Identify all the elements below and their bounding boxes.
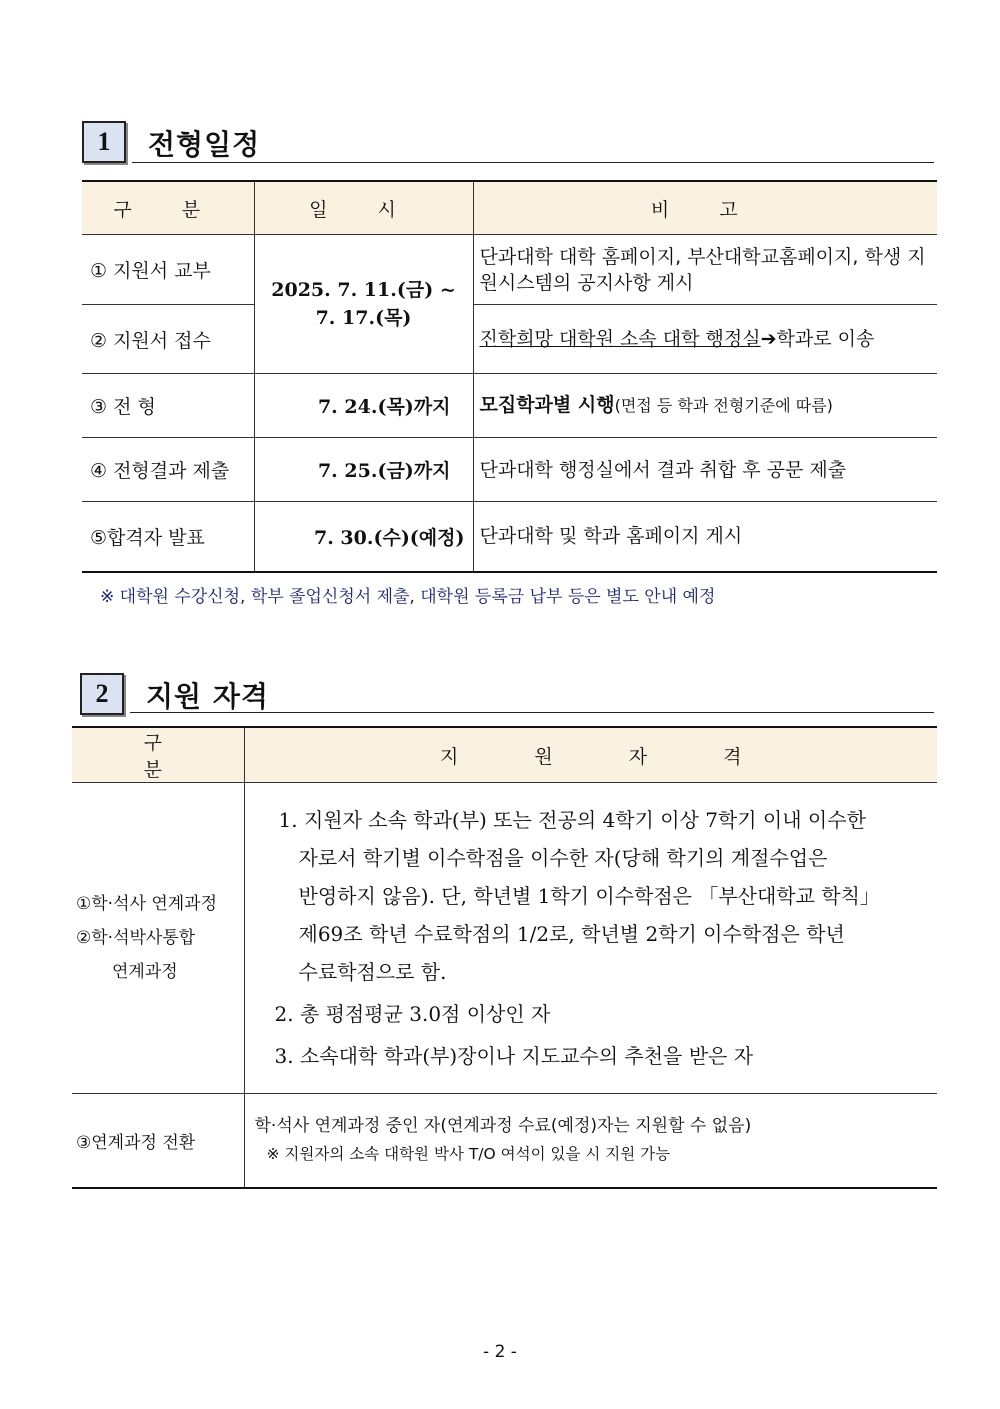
qualification-line: 학·석사 연계과정 중인 자(연계과정 수료(예정)자는 지원할 수 없음) [254, 1116, 752, 1137]
row-label-line: ②학·석박사통합 [76, 928, 196, 948]
qualification-cell [244, 1094, 937, 1188]
column-header: 구 분 [72, 727, 244, 783]
row-label-line: ①학·석사 연계과정 [76, 894, 218, 914]
note-underlined-text: 진학희망 대학원 소속 대학 행정실 [479, 328, 761, 350]
qualification-line: 자로서 학기별 이수학점을 이수한 자(당해 학기의 계절수업은 [298, 846, 828, 870]
note-cell: 단과대학 및 학과 홈페이지 게시 [473, 502, 937, 572]
note-cell: 단과대학 행정실에서 결과 취합 후 공문 제출 [473, 438, 937, 502]
table-row [82, 235, 937, 305]
eligibility-table [72, 726, 937, 1189]
qualification-item: 1. 지원자 소속 학과(부) 또는 전공의 4학기 이상 7학기 이내 이수한 [278, 808, 866, 832]
row-label-line: 연계과정 [112, 962, 178, 982]
heading-underline [132, 162, 934, 163]
date-line: 7. 17.(목) [315, 307, 412, 329]
table-row [82, 374, 937, 438]
column-header: 비 고 [473, 181, 937, 235]
qualification-cell [244, 783, 937, 1094]
section-number-badge: 1 [82, 121, 126, 163]
section-number-badge: 2 [80, 673, 124, 715]
row-label: ⑤합격자 발표 [82, 502, 254, 572]
qualification-note: ※ 지원자의 소속 대학원 박사 T/O 여석이 있을 시 지원 가능 [266, 1145, 671, 1164]
table-row [72, 783, 937, 1094]
row-label [72, 783, 244, 1094]
row-label: ③ 전 형 [82, 374, 254, 438]
note-bold-text: 모집학과별 시행 [479, 394, 615, 416]
column-header: 지 원 자 격 [244, 727, 937, 783]
table-row [82, 502, 937, 572]
qualification-line: 수료학점으로 함. [298, 960, 447, 984]
qualification-line: 제69조 학년 수료학점의 1/2로, 학년별 2학기 이수학점은 학년 [298, 922, 845, 946]
row-label: ④ 전형결과 제출 [82, 438, 254, 502]
date-cell: 7. 30.(수)(예정) [254, 502, 473, 572]
table-header-row [82, 181, 937, 235]
qualification-item: 2. 총 평점평균 3.0점 이상인 자 [274, 1002, 551, 1026]
page-number: - 2 - [483, 1342, 517, 1362]
table-row [82, 305, 937, 374]
row-label: ② 지원서 접수 [82, 305, 254, 374]
table-row [72, 1094, 937, 1188]
section-title: 전형일정 [148, 128, 261, 161]
schedule-table [82, 180, 937, 573]
note-text: (면접 등 학과 전형기준에 따름) [614, 396, 833, 415]
note-cell [473, 374, 937, 438]
note-cell: 단과대학 대학 홈페이지, 부산대학교홈페이지, 학생 지원시스템의 공지사항 게시 [473, 235, 937, 305]
table-row [82, 438, 937, 502]
column-header: 일 시 [254, 181, 473, 235]
schedule-footnote: ※ 대학원 수강신청, 학부 졸업신청서 제출, 대학원 등록금 납부 등은 별도 안내 예정 [100, 587, 716, 607]
qualification-item: 3. 소속대학 학과(부)장이나 지도교수의 추천을 받은 자 [274, 1044, 754, 1068]
date-line: 2025. 7. 11.(금) ~ [271, 279, 456, 301]
section-title: 지원 자격 [146, 680, 269, 713]
date-cell [254, 235, 473, 374]
date-cell: 7. 24.(목)까지 [254, 374, 473, 438]
heading-underline [130, 712, 934, 713]
row-label: ③연계과정 전환 [72, 1094, 244, 1188]
note-text: ➔학과로 이송 [760, 328, 875, 350]
row-label: ① 지원서 교부 [82, 235, 254, 305]
note-cell [473, 305, 937, 374]
table-header-row [72, 727, 937, 783]
column-header: 구 분 [82, 181, 254, 235]
date-cell: 7. 25.(금)까지 [254, 438, 473, 502]
qualification-line: 반영하지 않음). 단, 학년별 1학기 이수학점은 「부산대학교 학칙」 [298, 884, 880, 908]
